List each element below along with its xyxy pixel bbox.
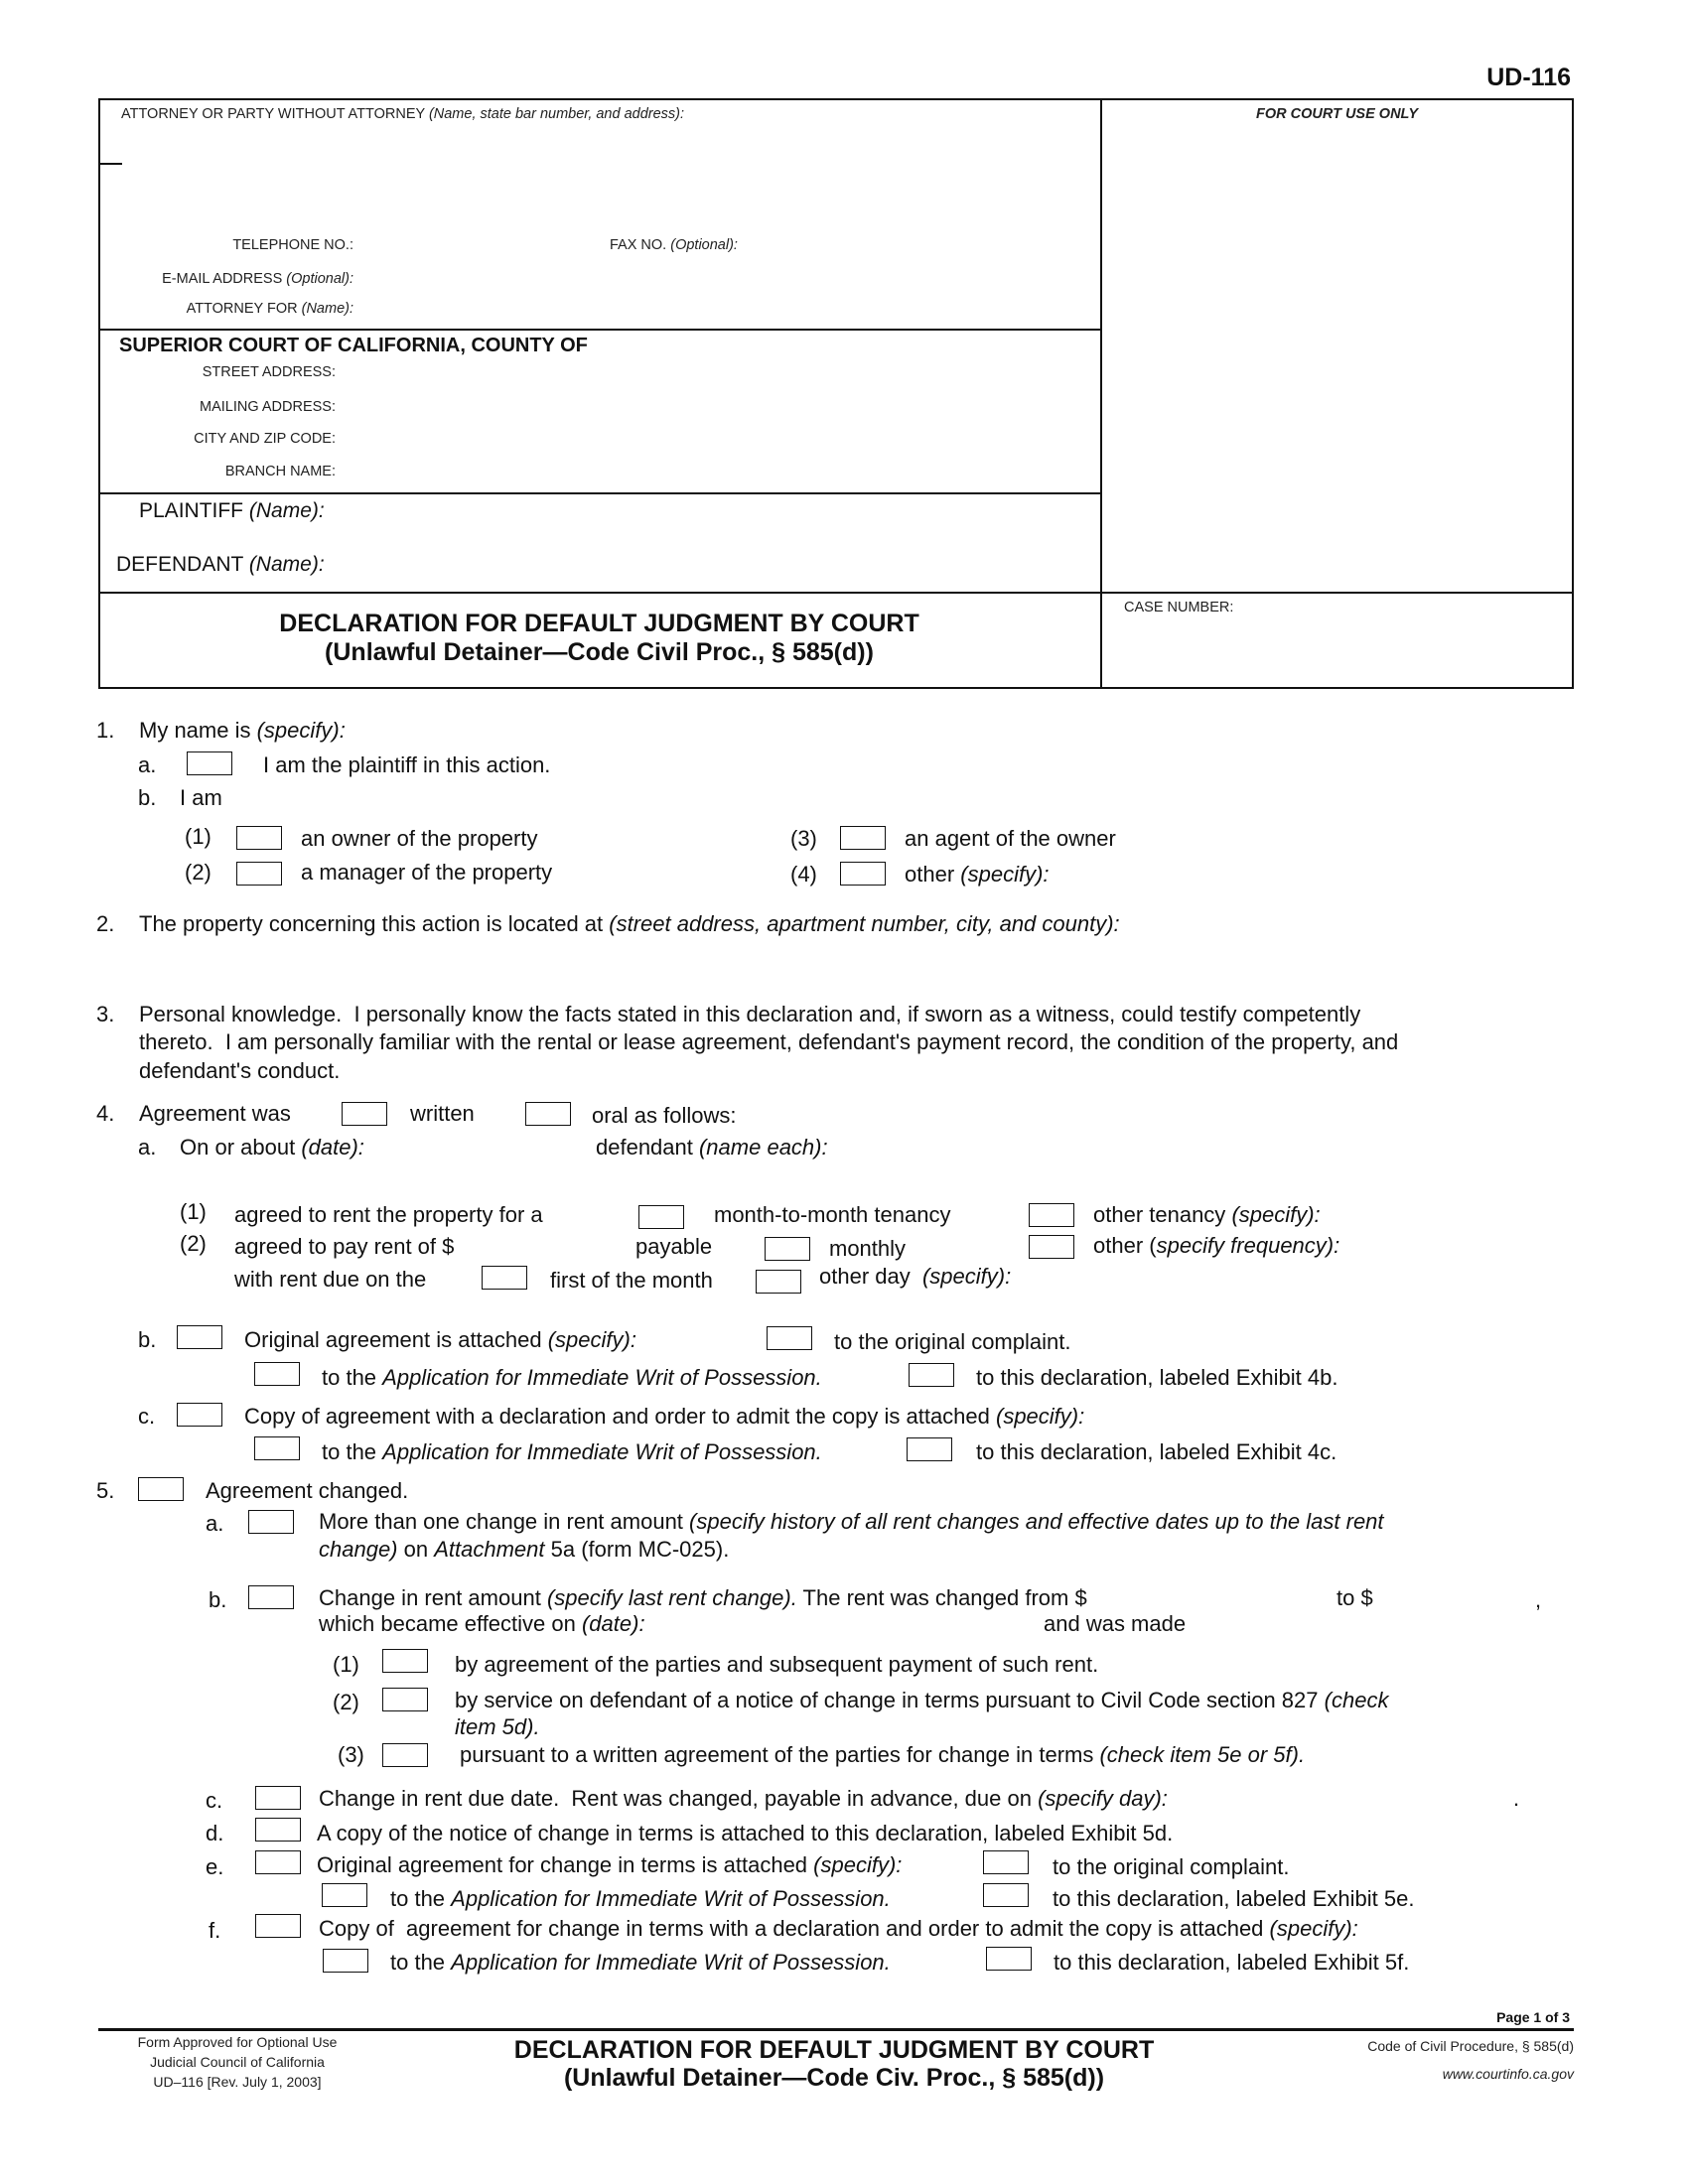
- checkbox-5d[interactable]: [255, 1818, 301, 1842]
- divider: [98, 492, 1100, 494]
- checkbox-manager[interactable]: [236, 862, 282, 886]
- other-day-text: other day (specify):: [819, 1264, 1012, 1289]
- telephone-label: TELEPHONE NO.:: [232, 237, 353, 253]
- checkbox-exhibit-4c[interactable]: [907, 1437, 952, 1461]
- owner-text: an owner of the property: [301, 826, 538, 851]
- other-tenancy-text: other tenancy (specify):: [1093, 1202, 1321, 1227]
- exhibit-5e-text: to this declaration, labeled Exhibit 5e.: [1053, 1886, 1415, 1911]
- checkbox-5b[interactable]: [248, 1585, 294, 1609]
- sub-label: (2): [185, 860, 211, 885]
- sub-label: f.: [209, 1918, 221, 1943]
- sub-label: (1): [333, 1652, 359, 1677]
- copy-attached-text: Copy of agreement with a declaration and order to admit the copy is attached (specify):: [244, 1404, 1085, 1429]
- sub-label: (3): [790, 826, 817, 851]
- original-attached-text: Original agreement is attached (specify):: [244, 1327, 636, 1352]
- street-address-label: STREET ADDRESS:: [202, 364, 336, 380]
- sub-label: a.: [138, 752, 157, 777]
- checkbox-application-5f[interactable]: [323, 1949, 368, 1973]
- checkbox-other-frequency[interactable]: [1029, 1235, 1074, 1259]
- checkbox-5c[interactable]: [255, 1786, 301, 1810]
- checkbox-original-attached[interactable]: [177, 1325, 222, 1349]
- agreement-changed-text: Agreement changed.: [206, 1478, 409, 1503]
- sub-label: d.: [206, 1821, 224, 1845]
- checkbox-plaintiff[interactable]: [187, 751, 232, 775]
- checkbox-other-tenancy[interactable]: [1029, 1203, 1074, 1227]
- original-complaint-text: to the original complaint.: [1053, 1854, 1290, 1879]
- item-3-line: thereto. I am personally familiar with the rental or lease agreement, defendant's payment record, the condition of the property, and: [139, 1029, 1399, 1054]
- checkbox-monthly[interactable]: [765, 1237, 810, 1261]
- checkbox-5a[interactable]: [248, 1510, 294, 1534]
- agreement-was-text: Agreement was: [139, 1101, 291, 1126]
- mailing-address-label: MAILING ADDRESS:: [200, 399, 336, 415]
- case-number-label: CASE NUMBER:: [1124, 600, 1234, 615]
- attorney-for-label: ATTORNEY FOR (Name):: [186, 301, 353, 317]
- checkbox-5f[interactable]: [255, 1914, 301, 1938]
- copy-notice-text: A copy of the notice of change in terms is attached to this declaration, labeled Exhibit 5d.: [317, 1821, 1174, 1845]
- footer-code: Code of Civil Procedure, § 585(d): [1367, 2038, 1574, 2054]
- sub-label: (3): [338, 1742, 364, 1767]
- to-dollar-text: to $: [1336, 1585, 1373, 1610]
- item-3-line: defendant's conduct.: [139, 1058, 341, 1083]
- form-id: UD-116: [1486, 64, 1571, 91]
- original-complaint-text: to the original complaint.: [834, 1329, 1071, 1354]
- checkbox-first-of-month[interactable]: [482, 1266, 527, 1290]
- item-number: 4.: [96, 1101, 115, 1126]
- item-5b-line: Change in rent amount (specify last rent change). The rent was changed from $: [319, 1585, 1087, 1610]
- first-of-month-text: first of the month: [550, 1268, 713, 1293]
- checkbox-exhibit-5e[interactable]: [983, 1883, 1029, 1907]
- footer-rule: [98, 2028, 1574, 2031]
- sub-label: (2): [180, 1231, 207, 1256]
- divider: [98, 592, 1574, 594]
- item-5a-line: change) on Attachment 5a (form MC-025).: [319, 1537, 730, 1562]
- city-zip-label: CITY AND ZIP CODE:: [194, 431, 336, 447]
- sub-label: c.: [138, 1404, 156, 1429]
- defendant-label: DEFENDANT (Name):: [116, 553, 325, 576]
- original-change-text: Original agreement for change in terms is attached (specify):: [317, 1852, 903, 1877]
- sub-label: (4): [790, 862, 817, 887]
- branch-name-label: BRANCH NAME:: [224, 464, 336, 479]
- oral-text: oral as follows:: [592, 1103, 737, 1128]
- i-am-text: I am: [180, 785, 222, 810]
- checkbox-5b1[interactable]: [382, 1649, 428, 1673]
- caption-box: [98, 98, 1574, 689]
- sub-label: a.: [138, 1135, 157, 1160]
- exhibit-5f-text: to this declaration, labeled Exhibit 5f.: [1054, 1950, 1410, 1975]
- item-number: 1.: [96, 718, 115, 743]
- item-5d-ref: item 5d).: [455, 1714, 540, 1739]
- checkbox-agent[interactable]: [840, 826, 886, 850]
- monthly-text: monthly: [829, 1236, 907, 1261]
- form-title: DECLARATION FOR DEFAULT JUDGMENT BY COURT: [279, 610, 919, 637]
- court-use-label: FOR COURT USE ONLY: [1256, 106, 1418, 122]
- sub-label: e.: [206, 1854, 224, 1879]
- other-frequency-text: other (specify frequency):: [1093, 1233, 1340, 1258]
- written-text: written: [410, 1101, 475, 1126]
- exhibit-4c-text: to this declaration, labeled Exhibit 4c.: [976, 1439, 1337, 1464]
- sub-label: (2): [333, 1690, 359, 1714]
- sub-label: a.: [206, 1511, 224, 1536]
- footer-approval: Judicial Council of California: [150, 2054, 325, 2070]
- court-name: SUPERIOR COURT OF CALIFORNIA, COUNTY OF: [119, 335, 588, 356]
- item-5a-line: More than one change in rent amount (specify history of all rent changes and effective dates up to the last rent: [319, 1509, 1384, 1534]
- month-to-month-text: month-to-month tenancy: [714, 1202, 951, 1227]
- effective-text: which became effective on (date):: [319, 1611, 645, 1636]
- checkbox-application-4c[interactable]: [254, 1436, 300, 1460]
- footer-form-revision: UD–116 [Rev. July 1, 2003]: [153, 2074, 322, 2090]
- item-3-line: Personal knowledge. I personally know the facts stated in this declaration and, if sworn as a witness, could testify competently: [139, 1002, 1361, 1026]
- sub-label: c.: [206, 1788, 223, 1813]
- sub-label: b.: [209, 1587, 227, 1612]
- application-text: to the Application for Immediate Writ of Possession.: [322, 1439, 822, 1464]
- attorney-label: ATTORNEY OR PARTY WITHOUT ATTORNEY (Name, state bar number, and address):: [121, 106, 685, 122]
- checkbox-other[interactable]: [840, 862, 886, 886]
- checkbox-application-4b[interactable]: [254, 1362, 300, 1386]
- on-or-about-text: On or about (date):: [180, 1135, 364, 1160]
- item-2-text: The property concerning this action is located at (street address, apartment number, city, and county):: [139, 911, 1120, 936]
- checkbox-agreement-changed[interactable]: [138, 1477, 184, 1501]
- item-1-text: My name is (specify):: [139, 718, 346, 743]
- sub-label: b.: [138, 1327, 157, 1352]
- divider: [98, 329, 1100, 331]
- by-agreement-text: by agreement of the parties and subsequent payment of such rent.: [455, 1652, 1099, 1677]
- was-made-text: and was made: [1044, 1611, 1187, 1636]
- rent-due-text: with rent due on the: [234, 1267, 427, 1292]
- checkbox-month-to-month[interactable]: [638, 1205, 684, 1229]
- item-number: 2.: [96, 911, 115, 936]
- pay-rent-text: agreed to pay rent of $: [234, 1234, 455, 1259]
- period: .: [1513, 1786, 1520, 1811]
- payable-text: payable: [635, 1234, 713, 1259]
- sub-label: (1): [185, 824, 211, 849]
- footer-url[interactable]: www.courtinfo.ca.gov: [1442, 2066, 1574, 2082]
- defendant-text: defendant (name each):: [596, 1135, 828, 1160]
- item-number: 3.: [96, 1002, 115, 1026]
- sub-label: (1): [180, 1199, 207, 1224]
- comma: ,: [1535, 1587, 1542, 1612]
- page-number: Page 1 of 3: [1496, 2009, 1570, 2025]
- item-number: 5.: [96, 1478, 115, 1503]
- checkbox-original-complaint-5e[interactable]: [983, 1850, 1029, 1874]
- checkbox-owner[interactable]: [236, 826, 282, 850]
- checkbox-exhibit-4b[interactable]: [909, 1363, 954, 1387]
- application-text: to the Application for Immediate Writ of Possession.: [390, 1950, 891, 1975]
- checkbox-other-day[interactable]: [756, 1270, 801, 1294]
- exhibit-4b-text: to this declaration, labeled Exhibit 4b.: [976, 1365, 1338, 1390]
- checkbox-application-5e[interactable]: [322, 1883, 367, 1907]
- application-text: to the Application for Immediate Writ of Possession.: [390, 1886, 891, 1911]
- checkbox-5b3[interactable]: [382, 1743, 428, 1767]
- fax-label: FAX NO. (Optional):: [610, 237, 738, 253]
- agent-text: an agent of the owner: [905, 826, 1116, 851]
- email-label: E-MAIL ADDRESS (Optional):: [162, 271, 353, 287]
- sub-label: b.: [138, 785, 157, 810]
- footer-subtitle: (Unlawful Detainer—Code Civ. Proc., § 585(d)): [563, 2064, 1105, 2092]
- due-date-text: Change in rent due date. Rent was changed, payable in advance, due on (specify day):: [319, 1786, 1168, 1811]
- checkbox-5b2[interactable]: [382, 1688, 428, 1711]
- tick-mark: [98, 163, 122, 165]
- checkbox-original-complaint-4b[interactable]: [767, 1326, 812, 1350]
- form-subtitle: (Unlawful Detainer—Code Civil Proc., § 585(d)): [325, 638, 874, 666]
- checkbox-oral[interactable]: [525, 1102, 571, 1126]
- footer-approval: Form Approved for Optional Use: [137, 2034, 338, 2050]
- plaintiff-label: PLAINTIFF (Name):: [139, 499, 325, 522]
- by-service-text: by service on defendant of a notice of change in terms pursuant to Civil Code section 827 (check: [455, 1688, 1389, 1712]
- manager-text: a manager of the property: [301, 860, 553, 885]
- other-text: other (specify):: [905, 862, 1050, 887]
- column-divider: [1100, 98, 1102, 689]
- checkbox-exhibit-5f[interactable]: [986, 1947, 1032, 1971]
- checkbox-copy-attached[interactable]: [177, 1403, 222, 1427]
- checkbox-5e[interactable]: [255, 1850, 301, 1874]
- checkbox-written[interactable]: [342, 1102, 387, 1126]
- application-text: to the Application for Immediate Writ of Possession.: [322, 1365, 822, 1390]
- rent-property-text: agreed to rent the property for a: [234, 1202, 543, 1227]
- pursuant-text: pursuant to a written agreement of the parties for change in terms (check item 5e or 5f).: [460, 1742, 1306, 1767]
- footer-title: DECLARATION FOR DEFAULT JUDGMENT BY COURT: [513, 2036, 1155, 2064]
- copy-change-text: Copy of agreement for change in terms with a declaration and order to admit the copy is attached (specify):: [319, 1916, 1358, 1941]
- plaintiff-text: I am the plaintiff in this action.: [263, 752, 551, 777]
